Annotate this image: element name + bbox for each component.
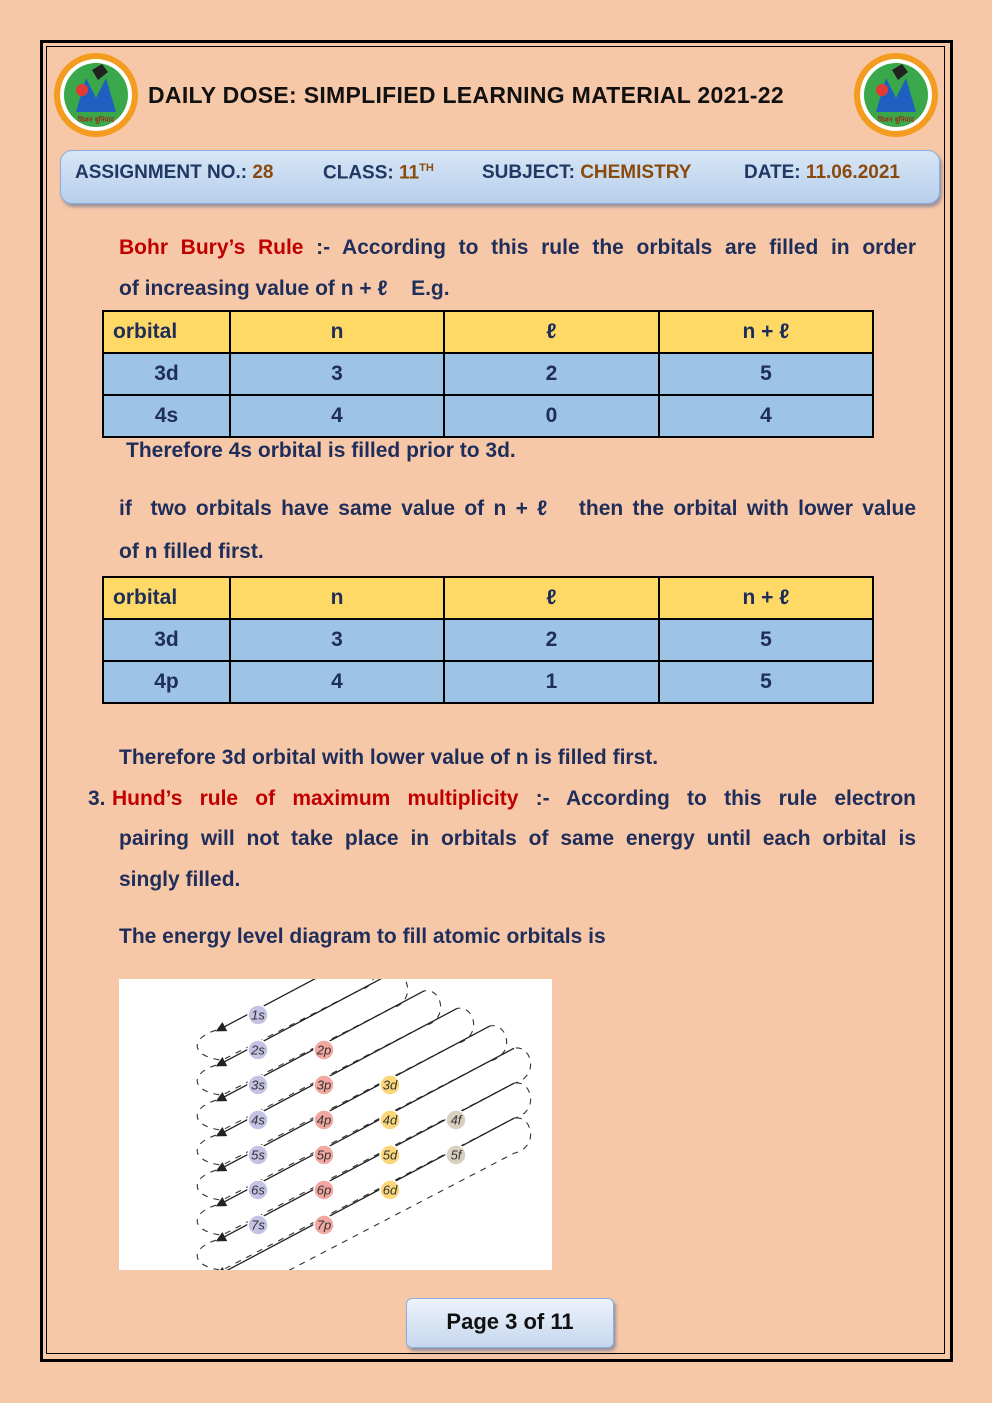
orbital-label: 4p — [316, 1112, 332, 1128]
date-value: 11.06.2021 — [805, 162, 900, 183]
bohr-bury-rule-name: Bohr Bury’s Rule — [119, 236, 304, 259]
bohr-bury-line1 — [119, 227, 916, 268]
orbital-label: 4f — [450, 1112, 462, 1128]
subject-info — [482, 162, 691, 184]
table-cell: 4 — [230, 395, 444, 437]
mission-buniyaad-logo-right — [852, 50, 940, 140]
subject-value: CHEMISTRY — [580, 162, 692, 183]
subject-label: SUBJECT: — [482, 162, 575, 183]
table-cell: 3d — [103, 619, 230, 661]
orbital-node-4p — [314, 1110, 334, 1130]
table-header-row — [103, 577, 873, 619]
therefore-3d: Therefore 3d orbital with lower value of n is filled first. — [119, 746, 659, 769]
page-number-button[interactable]: Page 3 of 11 — [406, 1298, 614, 1348]
hund-line1 — [112, 778, 916, 819]
orbital-node-5s — [248, 1145, 268, 1165]
orbital-node-3p — [314, 1075, 334, 1095]
mission-buniyaad-logo-left — [52, 50, 140, 140]
orbital-label: 5s — [251, 1147, 265, 1163]
orbital-label: 4s — [251, 1112, 265, 1128]
logo-text: मिशन बुनियाद — [77, 116, 115, 124]
aufbau-diagram-svg — [119, 979, 552, 1270]
table-cell: 3 — [230, 619, 444, 661]
orbital-label: 4d — [382, 1112, 398, 1128]
assignment-value: 28 — [252, 162, 274, 183]
header-n-plus-l: n + ℓ — [659, 311, 873, 353]
return-dashed-path — [197, 1048, 530, 1235]
orbital-label: 7p — [316, 1217, 332, 1233]
orbital-label: 3d — [382, 1077, 398, 1093]
same-value-line1: if two orbitals have same value of n + ℓ then the orbital with lower value — [119, 497, 916, 520]
table-cell: 2 — [444, 619, 659, 661]
hund-number: 3. — [88, 787, 106, 810]
page-title: DAILY DOSE: SIMPLIFIED LEARNING MATERIAL 2021-22 — [148, 82, 784, 108]
return-dashed-path — [197, 1118, 530, 1270]
return-dashed-path — [197, 979, 407, 1095]
assignment-label: ASSIGNMENT NO.: — [75, 162, 248, 183]
table-row — [103, 661, 873, 703]
hund-rule-name: Hund’s rule of maximum multiplicity — [112, 787, 519, 810]
logo-text: मिशन बुनियाद — [877, 116, 915, 124]
hund-line2: pairing will not take place in orbitals of same energy until each orbital is — [119, 827, 916, 850]
diagram-intro: The energy level diagram to fill atomic orbitals is — [119, 925, 606, 948]
orbital-node-6p — [314, 1180, 334, 1200]
header-orbital: orbital — [103, 311, 230, 353]
orbital-node-2s — [248, 1040, 268, 1060]
header-n-plus-l: n + ℓ — [659, 577, 873, 619]
bohr-bury-line2: of increasing value of n + ℓ E.g. — [119, 277, 450, 300]
therefore-4s: Therefore 4s orbital is filled prior to 3d. — [126, 439, 516, 462]
orbital-table-1 — [102, 310, 874, 438]
orbital-node-4f — [446, 1110, 466, 1130]
return-dashed-path — [197, 1083, 530, 1270]
table-cell: 5 — [659, 661, 873, 703]
orbital-node-3s — [248, 1075, 268, 1095]
table-cell: 5 — [659, 619, 873, 661]
orbital-node-7p — [314, 1215, 334, 1235]
orbital-node-4d — [380, 1110, 400, 1130]
orbital-label: 5p — [316, 1147, 332, 1163]
orbital-node-1s — [248, 1005, 268, 1025]
header-l: ℓ — [444, 311, 659, 353]
orbital-label: 6p — [316, 1182, 332, 1198]
table-cell: 3 — [230, 353, 444, 395]
orbital-node-7s — [248, 1215, 268, 1235]
hund-text: :- According to this rule electron — [518, 787, 917, 810]
table-cell: 3d — [103, 353, 230, 395]
orbital-node-4s — [248, 1110, 268, 1130]
table-cell: 2 — [444, 353, 659, 395]
orbital-label: 5f — [450, 1147, 462, 1163]
assignment-banner — [60, 150, 940, 204]
header-n: n — [230, 311, 444, 353]
orbital-label: 2s — [251, 1042, 265, 1058]
class-label: CLASS: — [323, 162, 394, 184]
header-l: ℓ — [444, 577, 659, 619]
filling-arrow — [218, 979, 358, 1030]
orbital-label: 7s — [251, 1217, 265, 1233]
orbital-label: 1s — [251, 1007, 265, 1023]
header-n: n — [230, 577, 444, 619]
table-cell: 1 — [444, 661, 659, 703]
assignment-info — [75, 162, 273, 184]
orbital-node-5p — [314, 1145, 334, 1165]
orbital-node-5f — [446, 1145, 466, 1165]
table-cell: 0 — [444, 395, 659, 437]
same-value-line2: of n filled first. — [119, 540, 264, 563]
table-cell: 4 — [230, 661, 444, 703]
class-info — [323, 162, 434, 184]
energy-level-diagram — [119, 979, 552, 1270]
table-cell: 4s — [103, 395, 230, 437]
class-sup: TH — [419, 162, 434, 174]
table-row — [103, 353, 873, 395]
orbital-label: 2p — [316, 1042, 332, 1058]
return-dashed-path — [197, 979, 374, 1060]
orbital-node-6d — [380, 1180, 400, 1200]
orbital-label: 5d — [382, 1147, 398, 1163]
orbital-node-6s — [248, 1180, 268, 1200]
hund-line3: singly filled. — [119, 868, 241, 891]
orbital-label: 3p — [316, 1077, 332, 1093]
table-cell: 4 — [659, 395, 873, 437]
class-value: 11 — [399, 162, 420, 184]
date-info — [744, 162, 900, 184]
bohr-bury-text: :- According to this rule the orbitals are filled in order — [303, 236, 917, 259]
table-header-row — [103, 311, 873, 353]
orbital-label: 6s — [251, 1182, 265, 1198]
orbital-node-5d — [380, 1145, 400, 1165]
orbital-node-2p — [314, 1040, 334, 1060]
table-cell: 5 — [659, 353, 873, 395]
orbital-node-3d — [380, 1075, 400, 1095]
table-row — [103, 619, 873, 661]
date-label: DATE: — [744, 162, 801, 183]
table-cell: 4p — [103, 661, 230, 703]
orbital-label: 3s — [251, 1077, 265, 1093]
orbital-table-2 — [102, 576, 874, 704]
header-orbital: orbital — [103, 577, 230, 619]
orbital-label: 6d — [382, 1182, 398, 1198]
